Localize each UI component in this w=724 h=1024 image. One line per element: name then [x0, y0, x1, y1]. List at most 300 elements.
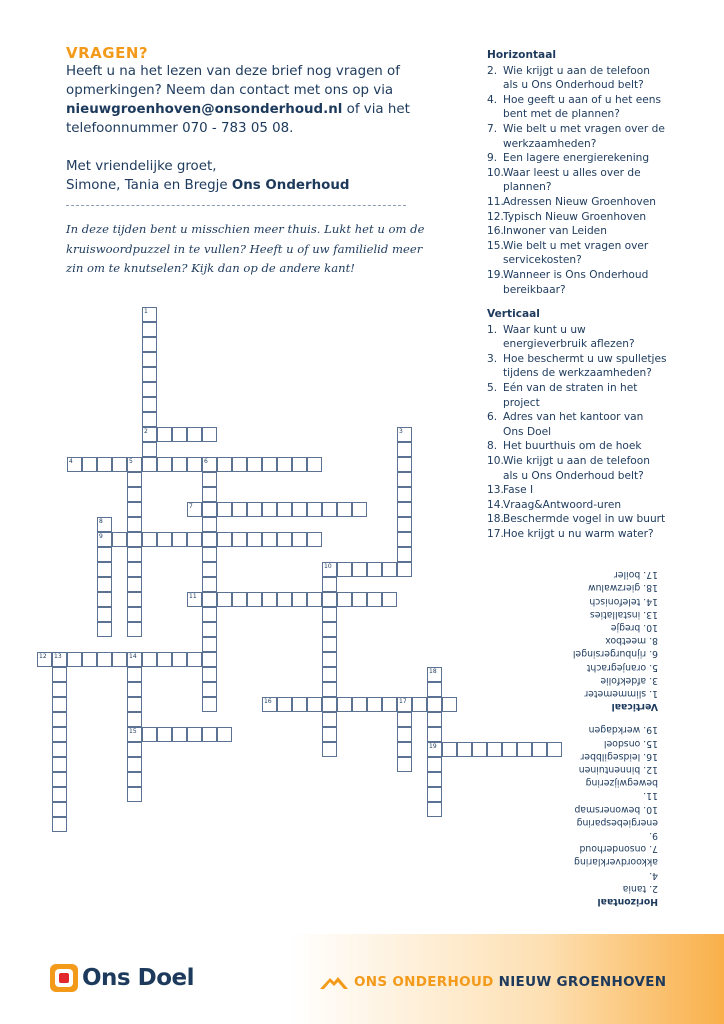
answer-item: 17. boiler	[613, 569, 658, 581]
crossword-cell[interactable]	[397, 442, 412, 457]
crossword-cell[interactable]	[427, 772, 442, 787]
crossword-cell[interactable]	[127, 502, 142, 517]
crossword-cell[interactable]	[97, 592, 112, 607]
answer-down-list	[570, 568, 658, 700]
crossword-cell[interactable]	[322, 712, 337, 727]
crossword-cell[interactable]	[172, 532, 187, 547]
clue-text: Typisch Nieuw Groenhoven	[503, 210, 647, 223]
crossword-cell[interactable]	[322, 502, 337, 517]
clue-number: 6.	[487, 411, 498, 424]
crossword-cell[interactable]	[127, 727, 142, 742]
crossword-cell[interactable]	[427, 802, 442, 817]
cell-number: 18	[429, 668, 437, 675]
clue-text: Adres van het kantoor van Ons Doel	[503, 411, 644, 438]
crossword-cell[interactable]	[427, 742, 442, 757]
crossword-cell[interactable]	[217, 727, 232, 742]
crossword-cell[interactable]	[247, 592, 262, 607]
clue-text: Een lagere energierekening	[503, 152, 650, 165]
crossword-cell[interactable]	[247, 457, 262, 472]
crossword-cell[interactable]	[232, 592, 247, 607]
contact-email[interactable]: nieuwgroenhoven@onsonderhoud.nl	[66, 102, 343, 117]
crossword-cell[interactable]	[322, 727, 337, 742]
cell-number: 15	[129, 728, 137, 735]
crossword-cell[interactable]	[277, 457, 292, 472]
crossword-cell[interactable]	[127, 547, 142, 562]
crossword-cell[interactable]	[367, 562, 382, 577]
crossword-cell[interactable]	[52, 757, 67, 772]
down-clues-title: Verticaal	[487, 308, 540, 321]
cell-number: 14	[129, 653, 137, 660]
cell-number: 5	[129, 458, 133, 465]
crossword-cell[interactable]	[127, 487, 142, 502]
crossword-cell[interactable]	[187, 727, 202, 742]
crossword-cell[interactable]	[172, 652, 187, 667]
crossword-cell[interactable]	[202, 607, 217, 622]
crossword-cell[interactable]	[142, 352, 157, 367]
clue-text: Wanneer is Ons Onderhoud bereikbaar?	[503, 268, 649, 296]
crossword-cell[interactable]	[202, 427, 217, 442]
crossword-cell[interactable]	[97, 547, 112, 562]
answer-item: 3. afdekfolie	[600, 674, 658, 686]
crossword-cell[interactable]	[442, 697, 457, 712]
crossword-cell[interactable]	[142, 382, 157, 397]
clue-number: 15.	[487, 239, 504, 252]
crossword-cell[interactable]	[352, 502, 367, 517]
crossword-cell[interactable]	[322, 742, 337, 757]
crossword-cell[interactable]	[127, 577, 142, 592]
cell-number: 19	[429, 743, 437, 750]
crossword-cell[interactable]	[397, 712, 412, 727]
crossword-cell[interactable]	[142, 412, 157, 427]
crossword-cell[interactable]	[397, 727, 412, 742]
crossword-cell[interactable]	[457, 742, 472, 757]
crossword-cell[interactable]	[187, 532, 202, 547]
crossword-cell[interactable]	[322, 607, 337, 622]
crossword-cell[interactable]	[157, 727, 172, 742]
clue-number: 7.	[487, 122, 498, 135]
crossword-cell[interactable]	[52, 772, 67, 787]
crossword-cell[interactable]	[352, 697, 367, 712]
cell-number: 9	[99, 533, 103, 540]
clue-number: 19.	[487, 268, 504, 281]
crossword-cell[interactable]	[52, 742, 67, 757]
crossword-cell[interactable]	[142, 652, 157, 667]
crossword-cell[interactable]	[127, 592, 142, 607]
cell-number: 11	[189, 593, 197, 600]
crossword-cell[interactable]	[127, 697, 142, 712]
crossword-cell[interactable]	[427, 727, 442, 742]
crossword-cell[interactable]	[322, 562, 337, 577]
crossword-cell[interactable]	[322, 697, 337, 712]
crossword-cell[interactable]	[172, 457, 187, 472]
crossword-cell[interactable]	[337, 562, 352, 577]
crossword-cell[interactable]	[127, 517, 142, 532]
answer-item: 15. onsdoel	[603, 737, 658, 749]
crossword-cell[interactable]	[322, 577, 337, 592]
crossword-cell[interactable]	[127, 607, 142, 622]
crossword-cell[interactable]	[337, 697, 352, 712]
crossword-cell[interactable]	[142, 397, 157, 412]
clue-number: 9.	[487, 152, 498, 165]
crossword-cell[interactable]	[97, 652, 112, 667]
clue-number: 4.	[487, 93, 498, 106]
crossword-cell[interactable]	[232, 532, 247, 547]
crossword-cell[interactable]	[337, 502, 352, 517]
crossword-cell[interactable]	[367, 697, 382, 712]
crossword-cell[interactable]	[202, 652, 217, 667]
answer-item: 4. akkoordverklaring	[574, 856, 658, 881]
puzzle-intro: In deze tijden bent u misschien meer thuis. Lukt het u om de kruiswoordpuzzel in te vullen? Heeft u of uw familielid meer zin om te knutselen? Kijk dan op de andere kant!	[66, 222, 425, 275]
crossword-cell[interactable]	[127, 457, 142, 472]
clue-text: Wie belt u met vragen over de werkzaamheden?	[503, 122, 665, 150]
clue-text: Hoe krijgt u nu warm water?	[503, 528, 654, 540]
crossword-cell[interactable]	[247, 532, 262, 547]
crossword-cell[interactable]	[37, 652, 52, 667]
crossword-cell[interactable]	[427, 787, 442, 802]
crossword-cell[interactable]	[412, 697, 427, 712]
nieuw-groenhoven-text: NIEUW GROENHOVEN	[498, 974, 667, 990]
crossword-cell[interactable]	[262, 697, 277, 712]
crossword-cell[interactable]	[232, 457, 247, 472]
crossword-cell[interactable]	[202, 457, 217, 472]
greeting-line: Met vriendelijke groet,	[66, 159, 217, 174]
crossword-cell[interactable]	[202, 532, 217, 547]
clue-number: 5.	[487, 382, 498, 395]
answer-item: 18. gierzwaluw	[587, 582, 658, 594]
crossword-cell[interactable]	[202, 547, 217, 562]
crossword-cell[interactable]	[307, 532, 322, 547]
crossword-cell[interactable]	[397, 562, 412, 577]
answer-down-title: Verticaal	[611, 701, 658, 713]
answer-item: 9. energiebesparing	[576, 816, 658, 841]
crossword-cell[interactable]	[277, 532, 292, 547]
crossword-cell[interactable]	[52, 697, 67, 712]
cell-number: 6	[204, 458, 208, 465]
answer-item: 2. tania	[622, 882, 658, 894]
crossword-cell[interactable]	[397, 502, 412, 517]
crossword-cell[interactable]	[187, 652, 202, 667]
crossword-cell[interactable]	[397, 457, 412, 472]
crossword-cell[interactable]	[352, 592, 367, 607]
answer-item: 10. bewonersmap	[574, 803, 658, 815]
crossword-cell[interactable]	[142, 307, 157, 322]
crossword-cell[interactable]	[217, 532, 232, 547]
clue-number: 10.	[487, 455, 504, 468]
crossword-cell[interactable]	[217, 457, 232, 472]
crossword-cell[interactable]	[217, 592, 232, 607]
clue-text: Waar leest u alles over de plannen?	[503, 166, 641, 194]
clue-text: Fase I	[503, 484, 534, 497]
crossword-cell[interactable]	[427, 697, 442, 712]
clue-text: Eén van de straten in het project	[503, 382, 638, 409]
crossword-cell[interactable]	[127, 532, 142, 547]
crossword-cell[interactable]	[187, 502, 202, 517]
crossword-cell[interactable]	[127, 682, 142, 697]
clue-number: 1.	[487, 323, 498, 336]
crossword-cell[interactable]	[112, 457, 127, 472]
crossword-cell[interactable]	[472, 742, 487, 757]
crossword-cell[interactable]	[67, 457, 82, 472]
crossword-cell[interactable]	[277, 697, 292, 712]
crossword-cell[interactable]	[97, 532, 112, 547]
crossword-cell[interactable]	[487, 742, 502, 757]
crossword-cell[interactable]	[532, 742, 547, 757]
crossword-cell[interactable]	[142, 367, 157, 382]
crossword-cell[interactable]	[202, 592, 217, 607]
crossword-cell[interactable]	[127, 757, 142, 772]
crossword-cell[interactable]	[157, 457, 172, 472]
answer-item: 13. installaties	[589, 608, 658, 620]
crossword-cell[interactable]	[397, 697, 412, 712]
crossword-cell[interactable]	[517, 742, 532, 757]
ons-doel-logo-text: Ons Doel	[82, 965, 194, 991]
cell-number: 17	[399, 698, 407, 705]
clue-text: Adressen Nieuw Groenhoven	[503, 195, 656, 208]
crossword-cell[interactable]	[127, 652, 142, 667]
questions-text: Heeft u na het lezen van deze brief nog vragen of opmerkingen? Neem dan contact met ons op via	[66, 64, 400, 98]
crossword-cell[interactable]	[202, 682, 217, 697]
crossword-cell[interactable]	[52, 817, 67, 832]
crossword-cell[interactable]	[142, 322, 157, 337]
crossword-cell[interactable]	[97, 457, 112, 472]
crossword-cell[interactable]	[127, 787, 142, 802]
ons-doel-logo-icon	[50, 964, 78, 992]
answer-item: 12. binnentuinen	[578, 763, 658, 775]
crossword-cell[interactable]	[247, 502, 262, 517]
crossword-cell[interactable]	[52, 712, 67, 727]
answer-item: 10. bregje	[610, 621, 658, 633]
crossword-cell[interactable]	[277, 502, 292, 517]
crossword-cell[interactable]	[322, 622, 337, 637]
crossword-cell[interactable]	[382, 562, 397, 577]
crossword-cell[interactable]	[307, 697, 322, 712]
crossword-cell[interactable]	[202, 562, 217, 577]
crossword-cell[interactable]	[142, 727, 157, 742]
crossword-cell[interactable]	[127, 667, 142, 682]
crossword-cell[interactable]	[82, 652, 97, 667]
clue-text: Wie krijgt u aan de telefoon als u Ons Onderhoud belt?	[503, 455, 650, 482]
crossword-cell[interactable]	[52, 667, 67, 682]
crossword-cell[interactable]	[127, 742, 142, 757]
cell-number: 8	[99, 518, 103, 525]
clue-text: Waar kunt u uw energieverbruik aflezen?	[503, 323, 635, 351]
clue-number: 11.	[487, 195, 504, 208]
ons-doel-logo	[50, 964, 194, 992]
ons-onderhoud-logo	[320, 974, 666, 990]
clue-number: 14.	[487, 498, 504, 511]
clue-text: Het buurthuis om de hoek	[503, 440, 642, 453]
crossword-cell[interactable]	[202, 487, 217, 502]
crossword-cell[interactable]	[427, 757, 442, 772]
signature-company: Ons Onderhoud	[231, 178, 350, 193]
clue-number: 8.	[487, 440, 498, 453]
crossword-cell[interactable]	[127, 772, 142, 787]
crossword-cell[interactable]	[427, 667, 442, 682]
crossword-cell[interactable]	[397, 517, 412, 532]
crossword-cell[interactable]	[52, 727, 67, 742]
crossword-cell[interactable]	[127, 622, 142, 637]
clue-text: Vraag&Antwoord-uren	[503, 498, 622, 511]
crossword-cell[interactable]	[547, 742, 562, 757]
clue-text: Hoe geeft u aan of u het eens bent met de plannen?	[503, 93, 661, 121]
crossword-cell[interactable]	[262, 532, 277, 547]
crossword-cell[interactable]	[142, 427, 157, 442]
crossword-cell[interactable]	[127, 562, 142, 577]
clue-number: 2.	[487, 64, 498, 77]
crossword-cell[interactable]	[292, 457, 307, 472]
crossword-cell[interactable]	[442, 742, 457, 757]
crossword-cell[interactable]	[397, 547, 412, 562]
crossword-cell[interactable]	[52, 802, 67, 817]
answer-item: 5. oranjegracht	[586, 661, 658, 673]
crossword-cell[interactable]	[307, 592, 322, 607]
crossword-cell[interactable]	[142, 532, 157, 547]
clue-text: Wie belt u met vragen over servicekosten?	[503, 239, 649, 267]
roof-icon	[320, 975, 348, 989]
crossword-cell[interactable]	[112, 652, 127, 667]
crossword-cell[interactable]	[322, 682, 337, 697]
answer-item: 11. bewegwijzering	[585, 777, 658, 802]
answer-item: 1. slimmemeter	[584, 687, 658, 699]
crossword-cell[interactable]	[202, 697, 217, 712]
crossword-cell[interactable]	[337, 592, 352, 607]
crossword-cell[interactable]	[307, 457, 322, 472]
crossword-cell[interactable]	[157, 427, 172, 442]
cell-number: 13	[54, 653, 62, 660]
crossword-cell[interactable]	[127, 472, 142, 487]
clue-number: 10.	[487, 166, 504, 179]
signature-names: Simone, Tania en Bregje	[66, 178, 228, 193]
crossword-cell[interactable]	[187, 457, 202, 472]
footer	[0, 934, 724, 1024]
answer-across-title: Horizontaal	[597, 896, 658, 907]
cell-number: 7	[189, 503, 193, 510]
crossword-cell[interactable]	[142, 442, 157, 457]
questions-title: VRAGEN?	[66, 44, 149, 62]
questions-text-2: of via het telefoonnummer 070 - 783 05 08.	[66, 102, 410, 136]
crossword-cell[interactable]	[292, 592, 307, 607]
answer-item: 6. rijnburgersingel	[572, 648, 658, 660]
crossword-cell[interactable]	[382, 592, 397, 607]
clue-text: Wie krijgt u aan de telefoon als u Ons Onderhoud belt?	[503, 64, 650, 92]
crossword-cell[interactable]	[142, 457, 157, 472]
clue-number: 13.	[487, 484, 504, 497]
crossword-cell[interactable]	[367, 592, 382, 607]
crossword-cell[interactable]	[397, 532, 412, 547]
across-clues-title: Horizontaal	[487, 49, 556, 61]
crossword-cell[interactable]	[202, 502, 217, 517]
crossword-cell[interactable]	[397, 742, 412, 757]
crossword-cell[interactable]	[232, 502, 247, 517]
cell-number: 12	[39, 653, 47, 660]
clue-text: Inwoner van Leiden	[503, 225, 607, 238]
crossword-cell[interactable]	[82, 457, 97, 472]
answer-item: 19. werkdagen	[588, 724, 658, 736]
cell-number: 3	[399, 428, 403, 435]
crossword-cell[interactable]	[52, 652, 67, 667]
crossword-cell[interactable]	[397, 487, 412, 502]
answer-item: 7. onsonderhoud	[579, 843, 658, 855]
crossword-cell[interactable]	[202, 667, 217, 682]
crossword-cell[interactable]	[202, 622, 217, 637]
crossword-cell[interactable]	[322, 637, 337, 652]
answer-key	[570, 569, 658, 908]
crossword-cell[interactable]	[127, 712, 142, 727]
crossword-cell[interactable]	[382, 697, 397, 712]
ons-onderhoud-text: ONS ONDERHOUD	[354, 974, 494, 990]
crossword-cell[interactable]	[97, 607, 112, 622]
answer-item: 8. meetbox	[605, 635, 658, 647]
crossword-cell[interactable]	[262, 592, 277, 607]
cell-number: 16	[264, 698, 272, 705]
crossword-cell[interactable]	[397, 472, 412, 487]
crossword-cell[interactable]	[202, 577, 217, 592]
clue-number: 12.	[487, 210, 504, 223]
crossword-cell[interactable]	[112, 532, 127, 547]
crossword-cell[interactable]	[502, 742, 517, 757]
crossword-cell[interactable]	[172, 427, 187, 442]
clue-number: 16.	[487, 225, 504, 238]
crossword-cell[interactable]	[172, 727, 187, 742]
crossword-cell[interactable]	[292, 697, 307, 712]
cell-number: 4	[69, 458, 73, 465]
crossword-cell[interactable]	[427, 712, 442, 727]
crossword-cell[interactable]	[142, 337, 157, 352]
crossword-cell[interactable]	[202, 517, 217, 532]
crossword-cell[interactable]	[157, 532, 172, 547]
clue-text: Hoe beschermt u uw spulletjes tijdens de werkzaamheden?	[503, 352, 667, 380]
crossword-cell[interactable]	[157, 652, 172, 667]
crossword-cell[interactable]	[352, 562, 367, 577]
crossword-cell[interactable]	[262, 457, 277, 472]
cell-number: 1	[144, 308, 148, 315]
crossword-cell[interactable]	[322, 592, 337, 607]
crossword-cell[interactable]	[202, 472, 217, 487]
crossword-cell[interactable]	[217, 502, 232, 517]
crossword-cell[interactable]	[97, 562, 112, 577]
clue-text: Beschermde vogel in uw buurt	[503, 513, 666, 526]
crossword-cell[interactable]	[322, 652, 337, 667]
crossword-cell[interactable]	[277, 592, 292, 607]
crossword-cell[interactable]	[187, 427, 202, 442]
crossword-cell[interactable]	[67, 652, 82, 667]
clue-number: 3.	[487, 352, 498, 365]
clue-number: 17.	[487, 528, 504, 540]
cell-number: 10	[324, 563, 332, 570]
crossword-cell[interactable]	[262, 502, 277, 517]
crossword-cell[interactable]	[292, 502, 307, 517]
crossword-cell[interactable]	[52, 682, 67, 697]
crossword-cell[interactable]	[52, 787, 67, 802]
crossword-cell[interactable]	[397, 427, 412, 442]
answer-item: 14. telefonisch	[589, 595, 658, 607]
crossword-cell[interactable]	[307, 502, 322, 517]
crossword-cell[interactable]	[427, 682, 442, 697]
cell-number: 2	[144, 428, 148, 435]
crossword-cell[interactable]	[202, 727, 217, 742]
answer-item: 16. leidsegilbber	[580, 750, 658, 762]
answer-across-list	[570, 723, 658, 895]
crossword-cell[interactable]	[397, 757, 412, 772]
clue-number: 18.	[487, 513, 504, 526]
crossword-cell[interactable]	[97, 577, 112, 592]
crossword-cell[interactable]	[202, 637, 217, 652]
crossword-cell[interactable]	[97, 622, 112, 637]
crossword-cell[interactable]	[322, 667, 337, 682]
crossword-cell[interactable]	[97, 517, 112, 532]
crossword-cell[interactable]	[292, 532, 307, 547]
crossword-cell[interactable]	[187, 592, 202, 607]
